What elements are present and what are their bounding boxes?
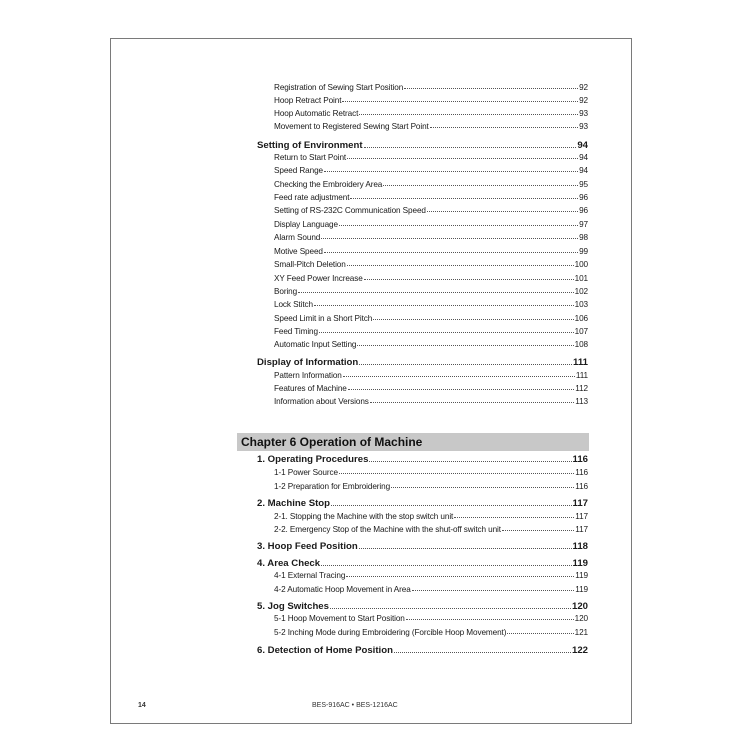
toc-entry[interactable] xyxy=(274,180,588,189)
toc-entry[interactable] xyxy=(274,233,588,242)
toc-entry-page: 108 xyxy=(574,340,588,349)
toc-entry[interactable] xyxy=(274,468,588,477)
toc-entry-label: 3. Hoop Feed Position xyxy=(257,541,358,552)
toc-entry[interactable] xyxy=(274,260,588,269)
toc-entry-label: Automatic Input Setting xyxy=(274,340,357,349)
dot-leader xyxy=(347,265,574,266)
dot-leader xyxy=(321,238,578,239)
dot-leader xyxy=(298,292,574,293)
toc-section-entry[interactable] xyxy=(257,454,588,465)
dot-leader xyxy=(339,473,574,474)
toc-section-entry[interactable] xyxy=(257,601,588,612)
toc-entry-label: Small-Pitch Deletion xyxy=(274,260,346,269)
dot-leader xyxy=(373,319,573,320)
toc-entry-label: 4-2 Automatic Hoop Movement in Area xyxy=(274,585,411,594)
toc-entry-label: Feed Timing xyxy=(274,327,318,336)
dot-leader xyxy=(324,171,578,172)
toc-entry-page: 96 xyxy=(579,206,588,215)
toc-entry-label: Hoop Automatic Retract xyxy=(274,109,359,118)
toc-entry-page: 102 xyxy=(574,287,588,296)
dot-leader xyxy=(339,225,578,226)
toc-entry[interactable] xyxy=(274,314,588,323)
dot-leader xyxy=(343,376,575,377)
dot-leader xyxy=(502,530,574,531)
toc-entry-page: 98 xyxy=(579,233,588,242)
toc-entry-page: 120 xyxy=(574,614,588,623)
toc-entry-page: 111 xyxy=(573,357,588,368)
toc-entry-label: Return to Start Point xyxy=(274,153,347,162)
toc-entry-page: 116 xyxy=(572,454,588,465)
toc-entry-label: Alarm Sound xyxy=(274,233,321,242)
dot-leader xyxy=(383,185,578,186)
toc-entry-label: Motive Speed xyxy=(274,247,323,256)
toc-entry-page: 120 xyxy=(571,601,588,612)
toc-entry-label: Speed Limit in a Short Pitch xyxy=(274,314,373,323)
toc-entry[interactable] xyxy=(274,371,588,380)
toc-entry[interactable] xyxy=(274,166,588,175)
dot-leader xyxy=(357,345,573,346)
toc-entry[interactable] xyxy=(274,512,588,521)
toc-entry-page: 111 xyxy=(575,371,588,380)
dot-leader xyxy=(427,211,578,212)
dot-leader xyxy=(359,548,572,549)
toc-entry-page: 107 xyxy=(574,327,588,336)
toc-entry-label: 4-1 External Tracing xyxy=(274,571,346,580)
page-number: 14 xyxy=(138,702,146,709)
toc-entry-page: 117 xyxy=(575,512,588,521)
toc-entry[interactable] xyxy=(274,397,588,406)
dot-leader xyxy=(412,590,575,591)
toc-entry-page: 103 xyxy=(574,300,588,309)
toc-section-entry[interactable] xyxy=(257,558,588,569)
dot-leader xyxy=(342,101,578,102)
toc-entry-page: 113 xyxy=(575,397,588,406)
toc-entry-page: 96 xyxy=(579,193,588,202)
footer-model: BES-916AC • BES-1216AC xyxy=(312,702,398,709)
toc-entry-page: 94 xyxy=(577,140,588,151)
toc-entry-label: Boring xyxy=(274,287,298,296)
toc-entry-label: 5-2 Inching Mode during Embroidering (Forcible Hoop Movement) xyxy=(274,628,507,637)
toc-entry-label: Lock Stitch xyxy=(274,300,313,309)
dot-leader xyxy=(364,147,577,148)
toc-entry-page: 92 xyxy=(579,96,588,105)
toc-entry-label: Pattern Information xyxy=(274,371,342,380)
toc-entry[interactable] xyxy=(274,206,588,215)
dot-leader xyxy=(348,389,574,390)
toc-entry-label: 2. Machine Stop xyxy=(257,498,331,509)
toc-entry[interactable] xyxy=(274,153,588,162)
dot-leader xyxy=(391,487,574,488)
toc-entry[interactable] xyxy=(274,571,588,580)
dot-leader xyxy=(406,619,574,620)
toc-section-entry[interactable] xyxy=(257,541,588,552)
dot-leader xyxy=(454,517,574,518)
toc-entry-page: 119 xyxy=(575,585,588,594)
toc-entry-label: Registration of Sewing Start Position xyxy=(274,83,404,92)
dot-leader xyxy=(359,114,578,115)
toc-entry-page: 116 xyxy=(575,482,588,491)
toc-entry[interactable] xyxy=(274,220,588,229)
dot-leader xyxy=(430,127,578,128)
toc-entry-page: 94 xyxy=(579,166,588,175)
dot-leader xyxy=(394,652,571,653)
toc-entry-label: Speed Range xyxy=(274,166,323,175)
toc-entry[interactable] xyxy=(274,614,588,623)
toc-entry[interactable] xyxy=(274,83,588,92)
dot-leader xyxy=(370,402,574,403)
dot-leader xyxy=(330,608,571,609)
dot-leader xyxy=(347,158,578,159)
toc-entry-page: 93 xyxy=(579,109,588,118)
toc-entry[interactable] xyxy=(274,327,588,336)
toc-entry-label: Features of Machine xyxy=(274,384,347,393)
dot-leader xyxy=(404,88,578,89)
toc-section-entry[interactable] xyxy=(257,645,588,656)
toc-entry-label: 1-2 Preparation for Embroidering xyxy=(274,482,391,491)
toc-entry-page: 106 xyxy=(574,314,588,323)
toc-entry-page: 117 xyxy=(572,498,588,509)
toc-section-entry[interactable] xyxy=(257,357,588,368)
toc-entry[interactable] xyxy=(274,274,588,283)
toc-entry[interactable] xyxy=(274,628,588,637)
dot-leader xyxy=(331,505,571,506)
toc-entry[interactable] xyxy=(274,122,588,131)
document-page xyxy=(110,38,632,724)
toc-entry-label: 2-1. Stopping the Machine with the stop switch unit xyxy=(274,512,454,521)
toc-entry-label: Feed rate adjustment xyxy=(274,193,350,202)
toc-entry-label: Setting of Environment xyxy=(257,140,363,151)
toc-section-entry[interactable] xyxy=(257,140,588,151)
toc-entry[interactable] xyxy=(274,384,588,393)
dot-leader xyxy=(346,576,574,577)
toc-entry-page: 99 xyxy=(579,247,588,256)
toc-entry[interactable] xyxy=(274,287,588,296)
toc-entry-label: XY Feed Power Increase xyxy=(274,274,363,283)
dot-leader xyxy=(321,565,571,566)
chapter-heading: Chapter 6 Operation of Machine xyxy=(237,433,589,451)
toc-entry-page: 119 xyxy=(572,558,588,569)
dot-leader xyxy=(324,252,578,253)
toc-entry-page: 117 xyxy=(575,525,588,534)
toc-entry-label: Display Language xyxy=(274,220,338,229)
dot-leader xyxy=(319,332,574,333)
toc-entry[interactable] xyxy=(274,340,588,349)
toc-entry[interactable] xyxy=(274,482,588,491)
toc-entry[interactable] xyxy=(274,109,588,118)
toc-entry-page: 95 xyxy=(579,180,588,189)
toc-entry-label: Setting of RS-232C Communication Speed xyxy=(274,206,426,215)
dot-leader xyxy=(359,364,572,365)
dot-leader xyxy=(507,633,573,634)
toc-entry-page: 119 xyxy=(575,571,588,580)
toc-entry-label: Display of Information xyxy=(257,357,359,368)
toc-entry-page: 93 xyxy=(579,122,588,131)
toc-entry-label: Movement to Registered Sewing Start Point xyxy=(274,122,429,131)
toc-entry[interactable] xyxy=(274,96,588,105)
toc-entry-page: 121 xyxy=(574,628,588,637)
toc-entry-page: 122 xyxy=(571,645,588,656)
toc-section-entry[interactable] xyxy=(257,498,588,509)
toc-entry-page: 100 xyxy=(574,260,588,269)
toc-entry-label: Checking the Embroidery Area xyxy=(274,180,383,189)
toc-entry-page: 92 xyxy=(579,83,588,92)
toc-entry-page: 112 xyxy=(575,384,588,393)
toc-entry-label: 1-1 Power Source xyxy=(274,468,338,477)
toc-entry-page: 97 xyxy=(579,220,588,229)
toc-entry[interactable] xyxy=(274,247,588,256)
toc-entry[interactable] xyxy=(274,585,588,594)
toc-entry-page: 101 xyxy=(574,274,588,283)
toc-entry-label: Information about Versions xyxy=(274,397,369,406)
dot-leader xyxy=(369,461,571,462)
toc-entry[interactable] xyxy=(274,300,588,309)
toc-entry-page: 118 xyxy=(572,541,588,552)
toc-entry-label: 5-1 Hoop Movement to Start Position xyxy=(274,614,405,623)
toc-entry-page: 116 xyxy=(575,468,588,477)
toc-entry[interactable] xyxy=(274,525,588,534)
toc-entry-page: 94 xyxy=(579,153,588,162)
toc-entry-label: 5. Jog Switches xyxy=(257,601,329,612)
toc-entry-label: 2-2. Emergency Stop of the Machine with the shut-off switch unit xyxy=(274,525,501,534)
toc-entry[interactable] xyxy=(274,193,588,202)
dot-leader xyxy=(350,198,578,199)
toc-entry-label: 1. Operating Procedures xyxy=(257,454,369,465)
dot-leader xyxy=(314,305,574,306)
toc-entry-label: 4. Area Check xyxy=(257,558,321,569)
dot-leader xyxy=(364,279,574,280)
toc-entry-label: Hoop Retract Point xyxy=(274,96,342,105)
toc-entry-label: 6. Detection of Home Position xyxy=(257,645,393,656)
